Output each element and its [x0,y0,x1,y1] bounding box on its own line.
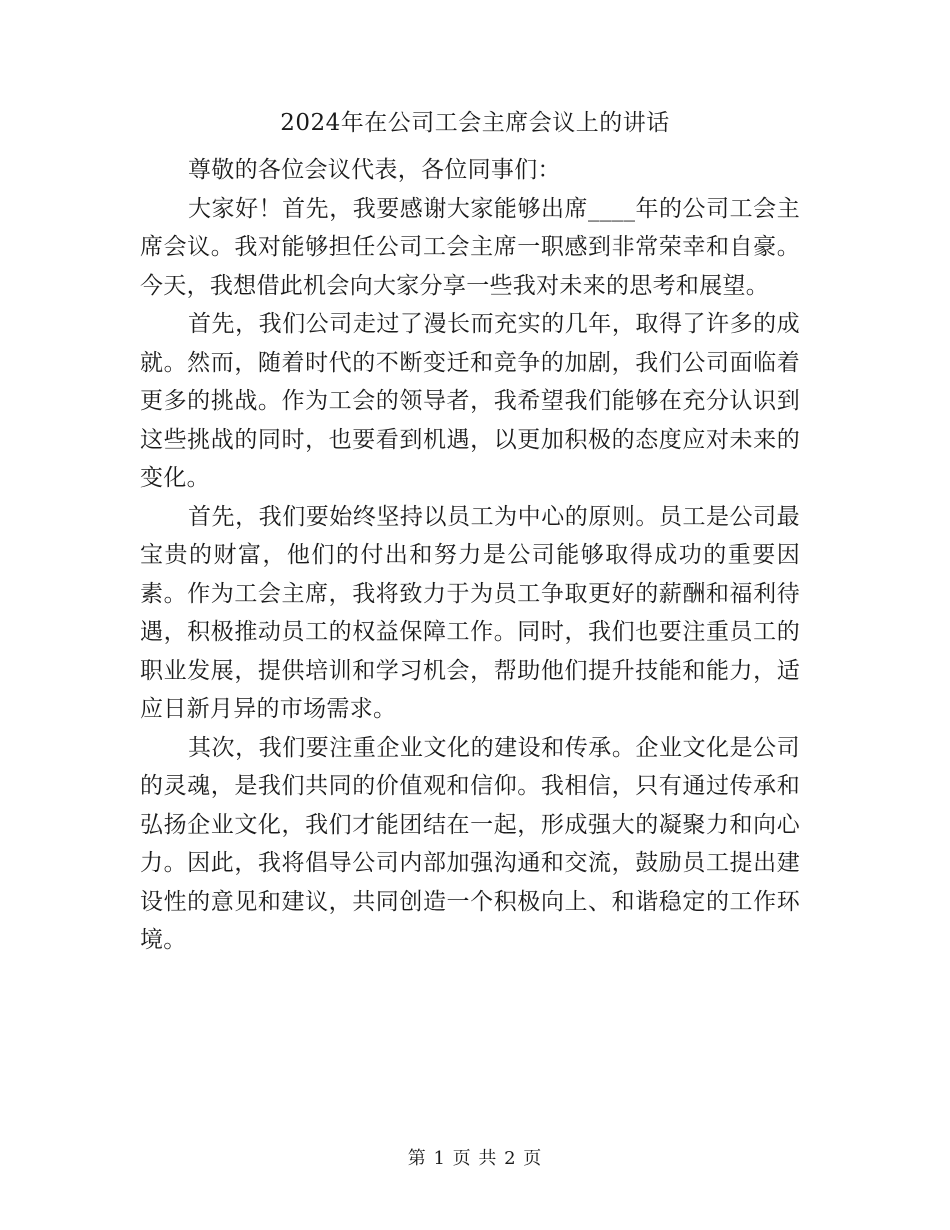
document-title: 2024年在公司工会主席会议上的讲话 [280,110,670,136]
opening-paragraph: 大家好！首先，我要感谢大家能够出席____年的公司工会主席会议。我对能够担任公司工会主席一职感到非常荣幸和自豪。今天，我想借此机会向大家分享一些我对未来的思考和展望。 [140,195,800,299]
salutation-paragraph: 尊敬的各位会议代表，各位同事们： [188,157,561,183]
body-paragraph: 首先，我们公司走过了漫长而充实的几年，取得了许多的成就。然而，随着时代的不断变迁和竞争的加剧，我们公司面临着更多的挑战。作为工会的领导者，我希望我们能够在充分认识到这些挑战的同时，也要看到机遇，以更加积极的态度应对未来的变化。 [140,311,800,491]
page-footer: 第 1 页 共 2 页 [407,1148,543,1169]
body-paragraph: 首先，我们要始终坚持以员工为中心的原则。员工是公司最宝贵的财富，他们的付出和努力是公司能够取得成功的重要因素。作为工会主席，我将致力于为员工争取更好的薪酬和福利待遇，积极推动员工的权益保障工作。同时，我们也要注重员工的职业发展，提供培训和学习机会，帮助他们提升技能和能力，适应日新月异的市场需求。 [140,503,800,722]
body-paragraph: 其次，我们要注重企业文化的建设和传承。企业文化是公司的灵魂，是我们共同的价值观和信仰。我相信，只有通过传承和弘扬企业文化，我们才能团结在一起，形成强大的凝聚力和向心力。因此，我将倡导公司内部加强沟通和交流，鼓励员工提出建设性的意见和建议，共同创造一个积极向上、和谐稳定的工作环境。 [140,734,800,953]
document-body [140,151,800,960]
